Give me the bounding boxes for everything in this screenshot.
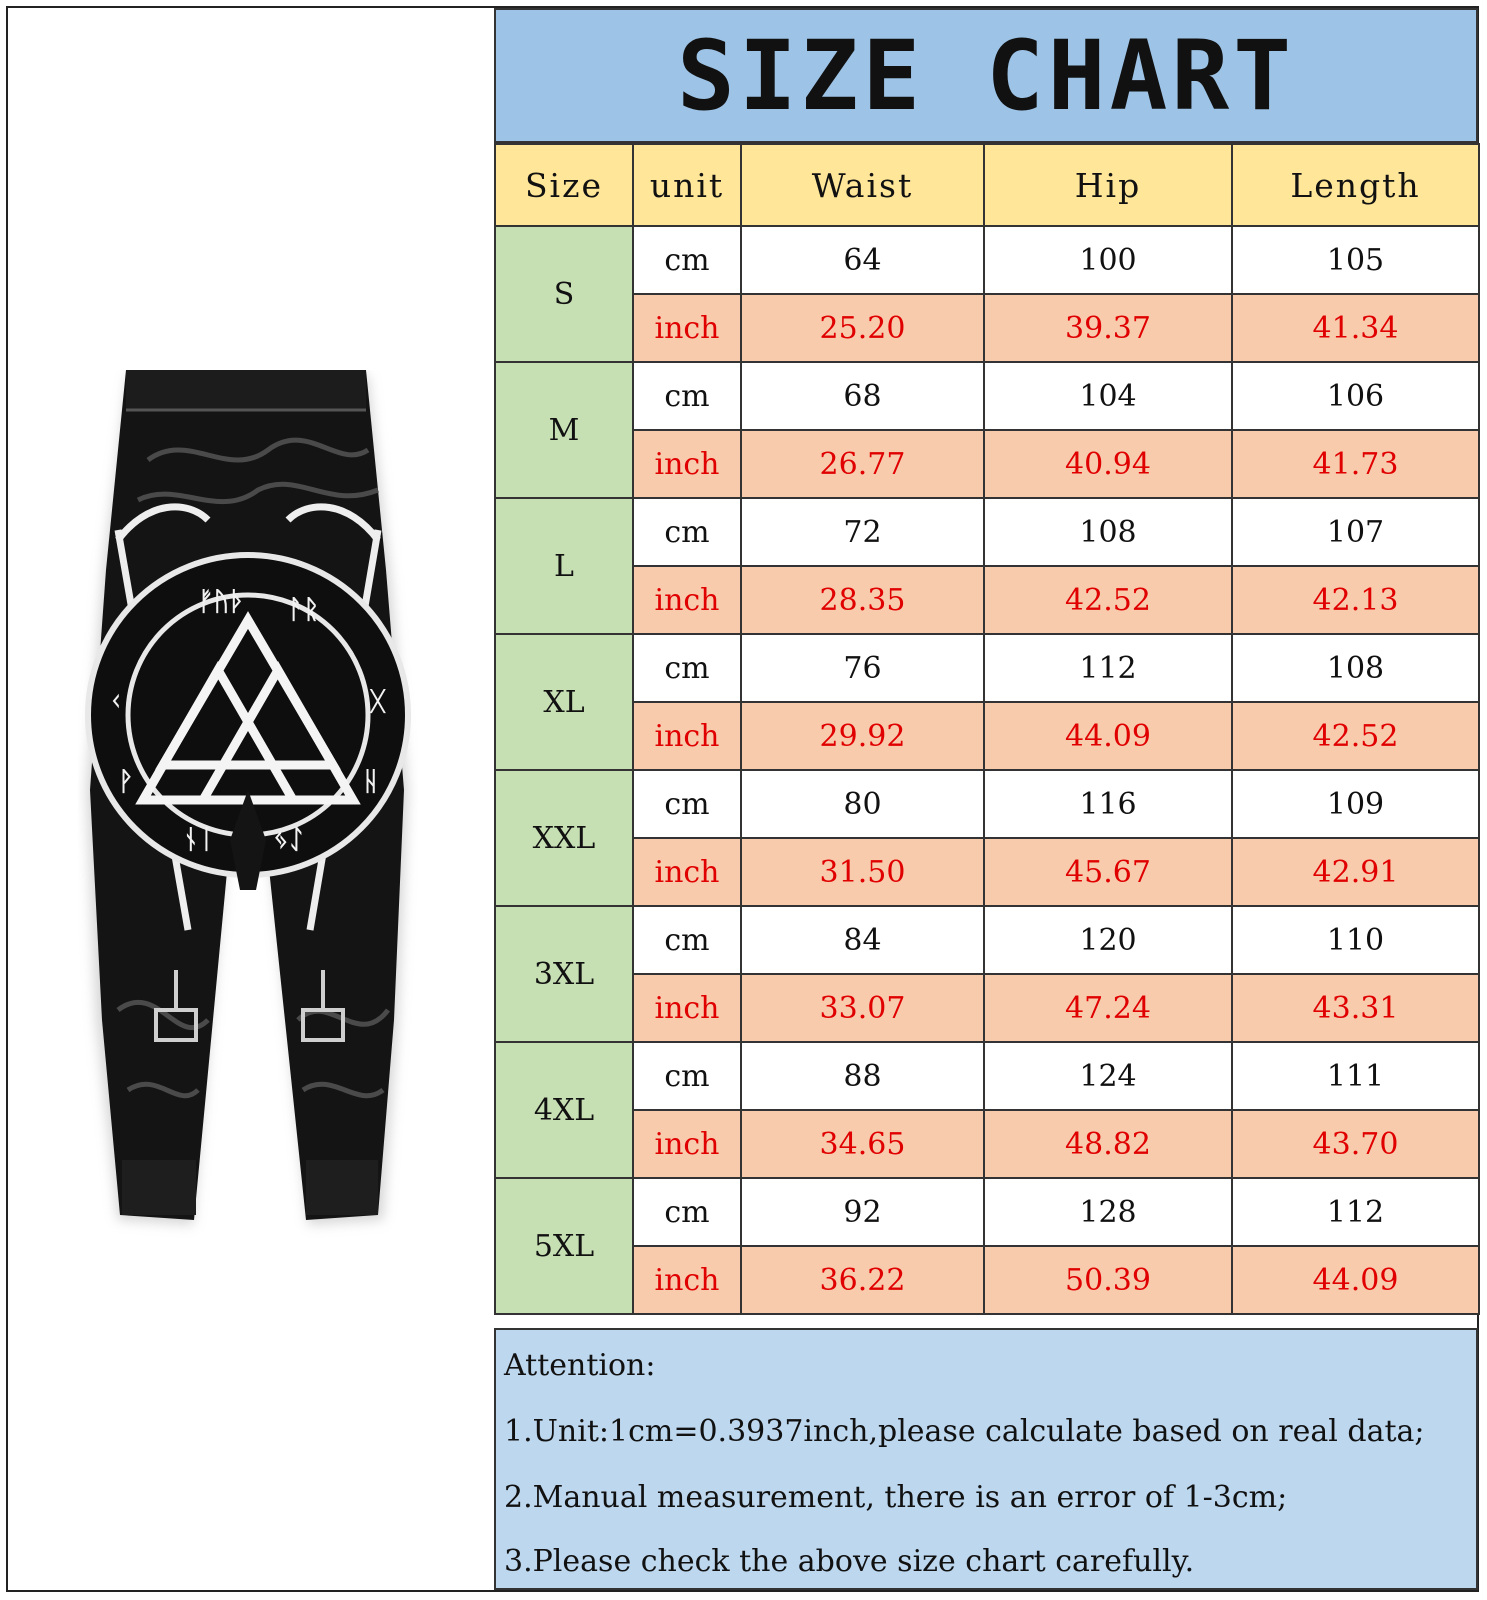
notes-heading: Attention: bbox=[504, 1348, 656, 1383]
length-cell: 112 bbox=[1232, 1178, 1479, 1246]
table-row bbox=[495, 906, 1479, 974]
unit-cell: inch bbox=[633, 1246, 741, 1314]
hip-cell: 45.67 bbox=[984, 838, 1232, 906]
waist-cell: 25.20 bbox=[741, 294, 984, 362]
waist-cell: 68 bbox=[741, 362, 984, 430]
note-line-3: 3.Please check the above size chart carefully. bbox=[504, 1544, 1195, 1579]
size-label: XXL bbox=[495, 770, 633, 906]
length-cell: 43.70 bbox=[1232, 1110, 1479, 1178]
svg-text:ᚠᚢᚦ: ᚠᚢᚦ bbox=[198, 587, 245, 617]
size-chart bbox=[494, 8, 1478, 1590]
note-line-1: 1.Unit:1cm=0.3937inch,please calculate based on real data; bbox=[504, 1414, 1425, 1449]
jogger-pants-icon bbox=[78, 370, 418, 1245]
table-row bbox=[495, 1042, 1479, 1110]
title-band bbox=[494, 8, 1478, 143]
waist-cell: 36.22 bbox=[741, 1246, 984, 1314]
table-row bbox=[495, 974, 1479, 1042]
waist-cell: 72 bbox=[741, 498, 984, 566]
unit-cell: inch bbox=[633, 838, 741, 906]
table-row bbox=[495, 226, 1479, 294]
table-row bbox=[495, 430, 1479, 498]
length-cell: 110 bbox=[1232, 906, 1479, 974]
table-row bbox=[495, 566, 1479, 634]
length-cell: 106 bbox=[1232, 362, 1479, 430]
hip-cell: 112 bbox=[984, 634, 1232, 702]
hip-cell: 39.37 bbox=[984, 294, 1232, 362]
length-cell: 42.13 bbox=[1232, 566, 1479, 634]
table-row bbox=[495, 1246, 1479, 1314]
waist-cell: 29.92 bbox=[741, 702, 984, 770]
unit-cell: cm bbox=[633, 906, 741, 974]
header-waist: Waist bbox=[741, 144, 984, 226]
unit-cell: cm bbox=[633, 362, 741, 430]
table-row bbox=[495, 1110, 1479, 1178]
svg-text:ᚲ: ᚲ bbox=[108, 687, 124, 717]
header-hip: Hip bbox=[984, 144, 1232, 226]
hip-cell: 40.94 bbox=[984, 430, 1232, 498]
table-row bbox=[495, 498, 1479, 566]
waist-cell: 88 bbox=[741, 1042, 984, 1110]
waist-cell: 80 bbox=[741, 770, 984, 838]
hip-cell: 48.82 bbox=[984, 1110, 1232, 1178]
length-cell: 105 bbox=[1232, 226, 1479, 294]
length-cell: 43.31 bbox=[1232, 974, 1479, 1042]
hip-cell: 44.09 bbox=[984, 702, 1232, 770]
hip-cell: 120 bbox=[984, 906, 1232, 974]
svg-text:ᚺ: ᚺ bbox=[363, 767, 379, 797]
length-cell: 41.34 bbox=[1232, 294, 1479, 362]
size-label: XL bbox=[495, 634, 633, 770]
hip-cell: 108 bbox=[984, 498, 1232, 566]
size-label: L bbox=[495, 498, 633, 634]
unit-cell: cm bbox=[633, 1042, 741, 1110]
hip-cell: 104 bbox=[984, 362, 1232, 430]
table-row bbox=[495, 634, 1479, 702]
header-length: Length bbox=[1232, 144, 1479, 226]
length-cell: 109 bbox=[1232, 770, 1479, 838]
waist-cell: 33.07 bbox=[741, 974, 984, 1042]
waist-cell: 28.35 bbox=[741, 566, 984, 634]
unit-cell: cm bbox=[633, 498, 741, 566]
waist-cell: 34.65 bbox=[741, 1110, 984, 1178]
chart-title: SIZE CHART bbox=[677, 19, 1295, 132]
length-cell: 42.52 bbox=[1232, 702, 1479, 770]
note-line-2: 2.Manual measurement, there is an error of 1-3cm; bbox=[504, 1480, 1288, 1515]
svg-text:ᚾᛁ: ᚾᛁ bbox=[183, 825, 215, 855]
unit-cell: inch bbox=[633, 430, 741, 498]
unit-cell: cm bbox=[633, 226, 741, 294]
hip-cell: 128 bbox=[984, 1178, 1232, 1246]
unit-cell: inch bbox=[633, 566, 741, 634]
length-cell: 44.09 bbox=[1232, 1246, 1479, 1314]
length-cell: 111 bbox=[1232, 1042, 1479, 1110]
unit-cell: cm bbox=[633, 770, 741, 838]
unit-cell: inch bbox=[633, 1110, 741, 1178]
waist-cell: 26.77 bbox=[741, 430, 984, 498]
table-row bbox=[495, 362, 1479, 430]
svg-text:ᛃᛇ: ᛃᛇ bbox=[273, 825, 305, 855]
unit-cell: cm bbox=[633, 1178, 741, 1246]
svg-text:ᚨᚱ: ᚨᚱ bbox=[288, 595, 320, 625]
table-row bbox=[495, 1178, 1479, 1246]
waist-cell: 64 bbox=[741, 226, 984, 294]
size-label: M bbox=[495, 362, 633, 498]
attention-notes bbox=[494, 1328, 1478, 1590]
unit-cell: inch bbox=[633, 294, 741, 362]
header-row bbox=[495, 144, 1479, 226]
table-row bbox=[495, 294, 1479, 362]
size-label: S bbox=[495, 226, 633, 362]
waist-cell: 76 bbox=[741, 634, 984, 702]
hip-cell: 42.52 bbox=[984, 566, 1232, 634]
table-row bbox=[495, 770, 1479, 838]
table-row bbox=[495, 838, 1479, 906]
unit-cell: cm bbox=[633, 634, 741, 702]
unit-cell: inch bbox=[633, 702, 741, 770]
waist-cell: 84 bbox=[741, 906, 984, 974]
length-cell: 108 bbox=[1232, 634, 1479, 702]
svg-text:ᚷ: ᚷ bbox=[370, 687, 386, 717]
length-cell: 42.91 bbox=[1232, 838, 1479, 906]
hip-cell: 50.39 bbox=[984, 1246, 1232, 1314]
hip-cell: 116 bbox=[984, 770, 1232, 838]
waist-cell: 92 bbox=[741, 1178, 984, 1246]
svg-text:ᚹ: ᚹ bbox=[118, 767, 134, 797]
size-table bbox=[494, 143, 1480, 1315]
unit-cell: inch bbox=[633, 974, 741, 1042]
size-label: 4XL bbox=[495, 1042, 633, 1178]
hip-cell: 100 bbox=[984, 226, 1232, 294]
header-size: Size bbox=[495, 144, 633, 226]
length-cell: 41.73 bbox=[1232, 430, 1479, 498]
header-unit: unit bbox=[633, 144, 741, 226]
hip-cell: 47.24 bbox=[984, 974, 1232, 1042]
waist-cell: 31.50 bbox=[741, 838, 984, 906]
hip-cell: 124 bbox=[984, 1042, 1232, 1110]
table-row bbox=[495, 702, 1479, 770]
size-label: 5XL bbox=[495, 1178, 633, 1314]
length-cell: 107 bbox=[1232, 498, 1479, 566]
size-label: 3XL bbox=[495, 906, 633, 1042]
